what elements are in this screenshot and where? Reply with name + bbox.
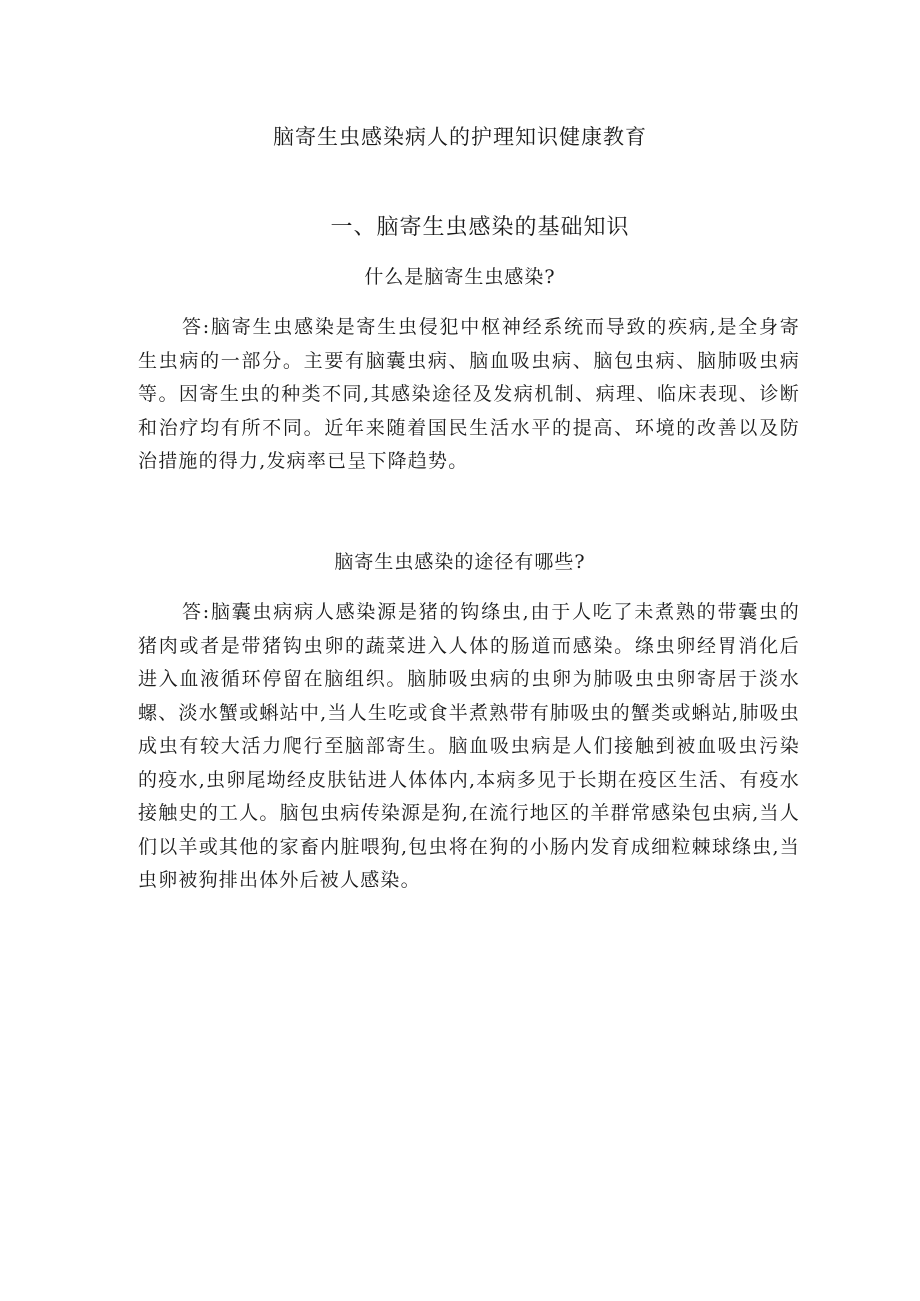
question-1: 什么是脑寄生虫感染? — [364, 266, 556, 288]
document-title: 脑寄生虫感染病人的护理知识健康教育 — [273, 125, 647, 149]
answer-2: 答:脑囊虫病病人感染源是猪的钩绦虫,由于人吃了未煮熟的带囊虫的猪肉或者是带猪钩虫卵的蔬菜进入人体的肠道而感染。绦虫卵经胃消化后进入血液循环停留在脑组织。脑肺吸虫病的虫卵为肺吸虫虫卵寄居于淡水螺、淡水蟹或蝌站中,当人生吃或食半煮熟带有肺吸虫的蟹类或蝌站,肺吸虫成虫有较大活力爬行至脑部寄生。脑血吸虫病是人们接触到被血吸虫污染的疫水,虫卵尾坳经皮肤钻进人体体内,本病多见于长期在疫区生活、有疫水接触史的工人。脑包虫病传染源是狗,在流行地区的羊群常感染包虫病,当人们以羊或其他的家畜内脏喂狗,包虫将在狗的小肠内发育成细粒棘球绦虫,当虫卵被狗排出体外后被人感染。 — [138, 601, 800, 891]
section-heading: 一、脑寄生虫感染的基础知识 — [330, 215, 630, 240]
answer-1: 答:脑寄生虫感染是寄生虫侵犯中枢神经系统而导致的疾病,是全身寄生虫病的一部分。主要有脑囊虫病、脑血吸虫病、脑包虫病、脑肺吸虫病等。因寄生虫的种类不同,其感染途径及发病机制、病理、临床表现、诊断和治疗均有所不同。近年来随着国民生活水平的提高、环境的改善以及防治措施的得力,发病率已呈下降趋势。 — [138, 316, 800, 472]
question-2: 脑寄生虫感染的途径有哪些? — [334, 551, 586, 573]
